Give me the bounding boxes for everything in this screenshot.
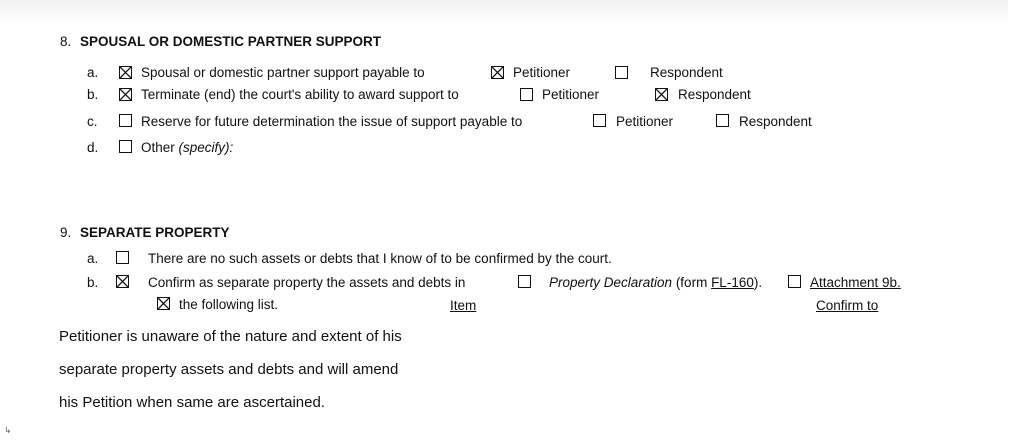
row-8c-letter: c.: [87, 114, 98, 129]
checkbox-x-icon: [120, 67, 131, 78]
row-8c-text: Reserve for future determination the issue of support payable to: [141, 114, 523, 129]
property-declaration-form-prefix: (form: [672, 275, 712, 290]
following-list-label: the following list.: [179, 297, 279, 312]
checkbox-9a[interactable]: [116, 251, 129, 264]
checkbox-9b-property-declaration[interactable]: [518, 275, 531, 288]
row-8d-other-label: Other: [141, 140, 179, 155]
checkbox-8b-respondent[interactable]: [655, 88, 668, 101]
column-header-item: Item: [450, 298, 477, 313]
checkbox-x-icon: [492, 67, 503, 78]
option-8c-petitioner-label: Petitioner: [616, 114, 674, 129]
section-8-number: 8.: [60, 34, 72, 49]
option-8b-respondent-label: Respondent: [678, 87, 751, 102]
attachment-9b-label[interactable]: Attachment 9b.: [810, 275, 901, 290]
checkbox-8b-petitioner[interactable]: [520, 88, 533, 101]
row-8d-specify-label: (specify):: [178, 140, 234, 155]
checkbox-9b-attachment[interactable]: [788, 275, 801, 288]
checkbox-8c[interactable]: [119, 114, 132, 127]
checkbox-8a[interactable]: [119, 66, 132, 79]
option-8a-respondent-label: Respondent: [650, 65, 723, 80]
option-8b-petitioner-label: Petitioner: [542, 87, 600, 102]
row-8a-letter: a.: [87, 65, 99, 80]
checkbox-following-list[interactable]: [157, 297, 170, 310]
checkbox-x-icon: [117, 276, 128, 287]
checkbox-8c-respondent[interactable]: [716, 114, 729, 127]
row-8a-text: Spousal or domestic partner support payable to: [141, 65, 425, 80]
row-8d-letter: d.: [87, 140, 99, 155]
row-9a-letter: a.: [87, 251, 99, 266]
property-declaration-suffix: ).: [753, 275, 763, 290]
row-9b-letter: b.: [87, 275, 99, 290]
free-text-line-2: separate property assets and debts and will amend: [59, 361, 399, 378]
checkbox-x-icon: [656, 89, 667, 100]
option-8a-petitioner-label: Petitioner: [513, 65, 571, 80]
row-9b-text: Confirm as separate property the assets and debts in: [148, 275, 466, 290]
property-declaration-label: [549, 275, 762, 290]
checkbox-8b[interactable]: [119, 88, 132, 101]
free-text-line-1: Petitioner is unaware of the nature and extent of his: [59, 328, 402, 345]
checkbox-8a-petitioner[interactable]: [491, 66, 504, 79]
checkbox-8a-respondent[interactable]: [615, 66, 628, 79]
column-header-confirm-to: Confirm to: [816, 298, 879, 313]
page-top-shade: [0, 0, 1008, 24]
section-9-number: 9.: [60, 225, 72, 240]
property-declaration-title: Property Declaration: [549, 275, 673, 290]
page-mark: ↳: [4, 425, 12, 435]
checkbox-8d[interactable]: [119, 140, 132, 153]
checkbox-x-icon: [158, 298, 169, 309]
row-8b-letter: b.: [87, 87, 99, 102]
row-8b-text: Terminate (end) the court's ability to award support to: [141, 87, 459, 102]
row-9a-text: There are no such assets or debts that I know of to be confirmed by the court.: [148, 251, 612, 266]
section-9-title: SEPARATE PROPERTY: [80, 225, 230, 240]
option-8c-respondent-label: Respondent: [739, 114, 812, 129]
checkbox-x-icon: [120, 89, 131, 100]
row-8d-text: [141, 140, 233, 155]
form-fl160-link[interactable]: FL-160: [711, 275, 754, 290]
checkbox-9b[interactable]: [116, 275, 129, 288]
free-text-line-3: his Petition when same are ascertained.: [59, 394, 325, 411]
checkbox-8c-petitioner[interactable]: [593, 114, 606, 127]
section-8-title: SPOUSAL OR DOMESTIC PARTNER SUPPORT: [80, 34, 382, 49]
